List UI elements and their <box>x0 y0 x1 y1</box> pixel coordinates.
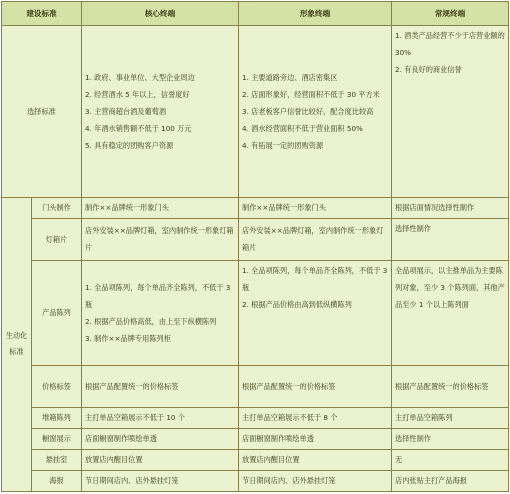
selection-image <box>239 26 392 197</box>
header-standard: 建设标准 <box>2 2 82 26</box>
list-item: 4. 酒水经营面积不低于营业面积 50% <box>242 123 363 133</box>
cell-normal: 选择性制作 <box>392 428 509 449</box>
cell-normal: 无 <box>392 449 509 470</box>
table-row <box>2 260 509 365</box>
cell-core <box>82 260 239 365</box>
list-item: 1. 酒类产品经营不少于店营业额的 30% <box>395 31 505 58</box>
list-item: 2. 店面形象好，经营面积不低于 30 平方米 <box>242 89 380 99</box>
selection-label: 选择标准 <box>2 26 82 197</box>
cell-image: 节日期间店内、店外悬挂灯笼 <box>239 470 392 491</box>
list-item: 1. 主要道路旁边、酒店密集区 <box>242 72 338 82</box>
cell-image: 主打单品空箱展示不低于 8 个 <box>239 407 392 428</box>
list-item: 2. 有良好的商业信誉 <box>395 65 462 75</box>
cell-normal: 选择性制作 <box>392 218 509 260</box>
cell-core: 放置店内醒目位置 <box>82 449 239 470</box>
row-label: 海报 <box>32 470 82 491</box>
list-item: 4. 年酒水销售额不低于 100 万元 <box>85 123 192 133</box>
list-item: 2. 根据产品价格由高到低纵横陈列 <box>242 299 352 309</box>
list-item: 1. 全品项陈列，每个单品齐全陈列，不低于 3 瓶 <box>242 265 388 292</box>
cell-core: 根据产品配置统一的价格标签 <box>82 365 239 407</box>
cell-image: 放置店内醒目位置 <box>239 449 392 470</box>
cell-image: 制作××品牌统一形象门头 <box>239 197 392 218</box>
cell-image <box>239 260 392 365</box>
cell-core: 制作××品牌统一形象门头 <box>82 197 239 218</box>
cell-normal: 全品项展示，以主推单品为主要陈列对象，至少 3 个陈列面，其他产品至少 1 个以上陈列面 <box>392 260 509 365</box>
row-label: 悬挂室 <box>32 449 82 470</box>
list-item: 3. 主营商超台酒及葡萄酒 <box>85 106 167 116</box>
cell-core: 店外安装××品牌灯箱，室内制作统一形象灯箱片 <box>82 218 239 260</box>
row-label: 产品陈列 <box>32 260 82 365</box>
list-item: 1. 政府、事业单位、大型企业周边 <box>85 72 195 82</box>
list-item: 1. 全品项陈列，每个单品齐全陈列，不低于 3 瓶 <box>85 282 231 309</box>
list-item: 5. 具有稳定的团购客户资源 <box>85 140 174 150</box>
cell-image: 店面橱窗制作喷绘单透 <box>239 428 392 449</box>
cell-image: 店外安装××品牌灯箱，室内制作统一形象灯箱片 <box>239 218 392 260</box>
header-image: 形象终端 <box>239 2 392 26</box>
row-label: 灯箱片 <box>32 218 82 260</box>
table-row <box>2 218 509 260</box>
cell-normal: 店内张贴主打产品海报 <box>392 470 509 491</box>
cell-normal: 主打单品空箱陈列 <box>392 407 509 428</box>
cell-normal: 根据产品配置统一的价格标签 <box>392 365 509 407</box>
list-item: 3. 制作××品牌专用陈列柜 <box>85 333 171 343</box>
terminal-standards-table <box>1 1 509 492</box>
table-row <box>2 428 509 449</box>
table-row <box>2 365 509 407</box>
list-item: 2. 经营酒水 5 年以上，信誉度好 <box>85 89 190 99</box>
cell-core: 主打单品空箱展示不低于 10 个 <box>82 407 239 428</box>
cell-image: 根据产品配置统一的价格标签 <box>239 365 392 407</box>
selection-row <box>2 26 509 197</box>
list-item: 4. 有拓展一定的团购资源 <box>242 140 324 150</box>
list-item: 2. 根据产品价格高低，由上至下纵横陈列 <box>85 316 217 326</box>
table-row <box>2 470 509 491</box>
row-label: 橱窗展示 <box>32 428 82 449</box>
selection-normal <box>392 26 509 197</box>
selection-core <box>82 26 239 197</box>
row-label: 门头制作 <box>32 197 82 218</box>
table-row <box>2 449 509 470</box>
table-row <box>2 407 509 428</box>
header-row <box>2 2 509 26</box>
cell-core: 店面橱窗制作喷绘单透 <box>82 428 239 449</box>
list-item: 3. 店老板客户信誉比较好，配合度比较高 <box>242 106 374 116</box>
group-label: 生动化标准 <box>2 197 32 491</box>
header-normal: 常规终端 <box>392 2 509 26</box>
row-label: 堆箱陈列 <box>32 407 82 428</box>
cell-normal: 根据店面情况选择性制作 <box>392 197 509 218</box>
row-label: 价格标签 <box>32 365 82 407</box>
table-row <box>2 197 509 218</box>
header-core: 核心终端 <box>82 2 239 26</box>
cell-core: 节日期间店内、店外悬挂灯笼 <box>82 470 239 491</box>
